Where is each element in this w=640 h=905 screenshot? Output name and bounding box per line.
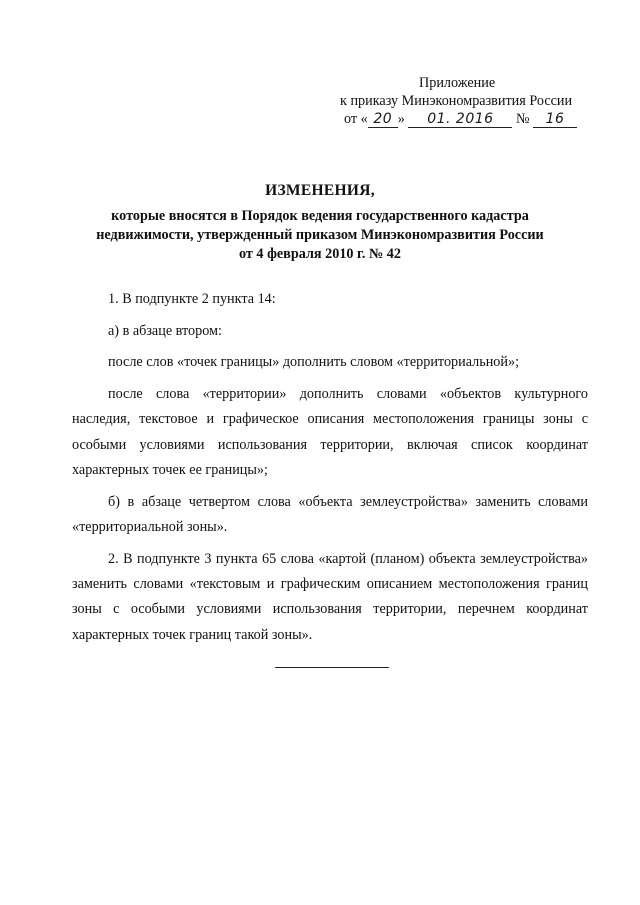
order-reference: к приказу Минэкономразвития России xyxy=(340,93,573,109)
appendix-label: Приложение xyxy=(419,75,496,91)
date-month-year: 01. 2016 xyxy=(408,111,512,128)
date-day: 20 xyxy=(368,111,398,128)
subtitle-line-2: недвижимости, утвержденный приказом Минэкономразвития России xyxy=(96,227,544,243)
date-prefix: от « xyxy=(344,111,368,127)
paragraph-5: б) в абзаце четвертом слова «объекта землеустройства» заменить словами «территориальной зоны». xyxy=(72,493,588,535)
paragraph-1: 1. В подпункте 2 пункта 14: xyxy=(108,291,276,307)
number-label: № xyxy=(515,111,530,127)
paragraph-3: после слов «точек границы» дополнить словом «территориальной»; xyxy=(108,354,520,371)
appendix-header xyxy=(336,74,606,130)
paragraph-2: а) в абзаце втором: xyxy=(108,322,222,339)
document-body xyxy=(72,287,588,654)
paragraph-6: 2. В подпункте 3 пункта 65 слова «картой (планом) объекта землеустройства» заменить словами «текстовым и графическим описанием местоположения границ зоны с особыми условиями использования территории, перечнем координат характерных точек границ такой зоны». xyxy=(72,550,588,643)
paragraph-4: после слова «территории» дополнить словами «объектов культурного наследия, текстовое и графическое описания местоположения границы зоны с особыми условиями использования территории, включая список координат характерных точек ее границы»; xyxy=(72,385,588,478)
subtitle-line-1: которые вносятся в Порядок ведения государственного кадастра xyxy=(111,208,529,224)
document-subtitle xyxy=(0,207,640,264)
subtitle-line-3: от 4 февраля 2010 г. № 42 xyxy=(239,246,401,262)
end-divider xyxy=(275,667,389,668)
order-number: 16 xyxy=(533,111,577,128)
document-title: ИЗМЕНЕНИЯ, xyxy=(265,182,375,199)
order-date-number xyxy=(336,110,606,130)
date-mid: » xyxy=(397,111,405,127)
